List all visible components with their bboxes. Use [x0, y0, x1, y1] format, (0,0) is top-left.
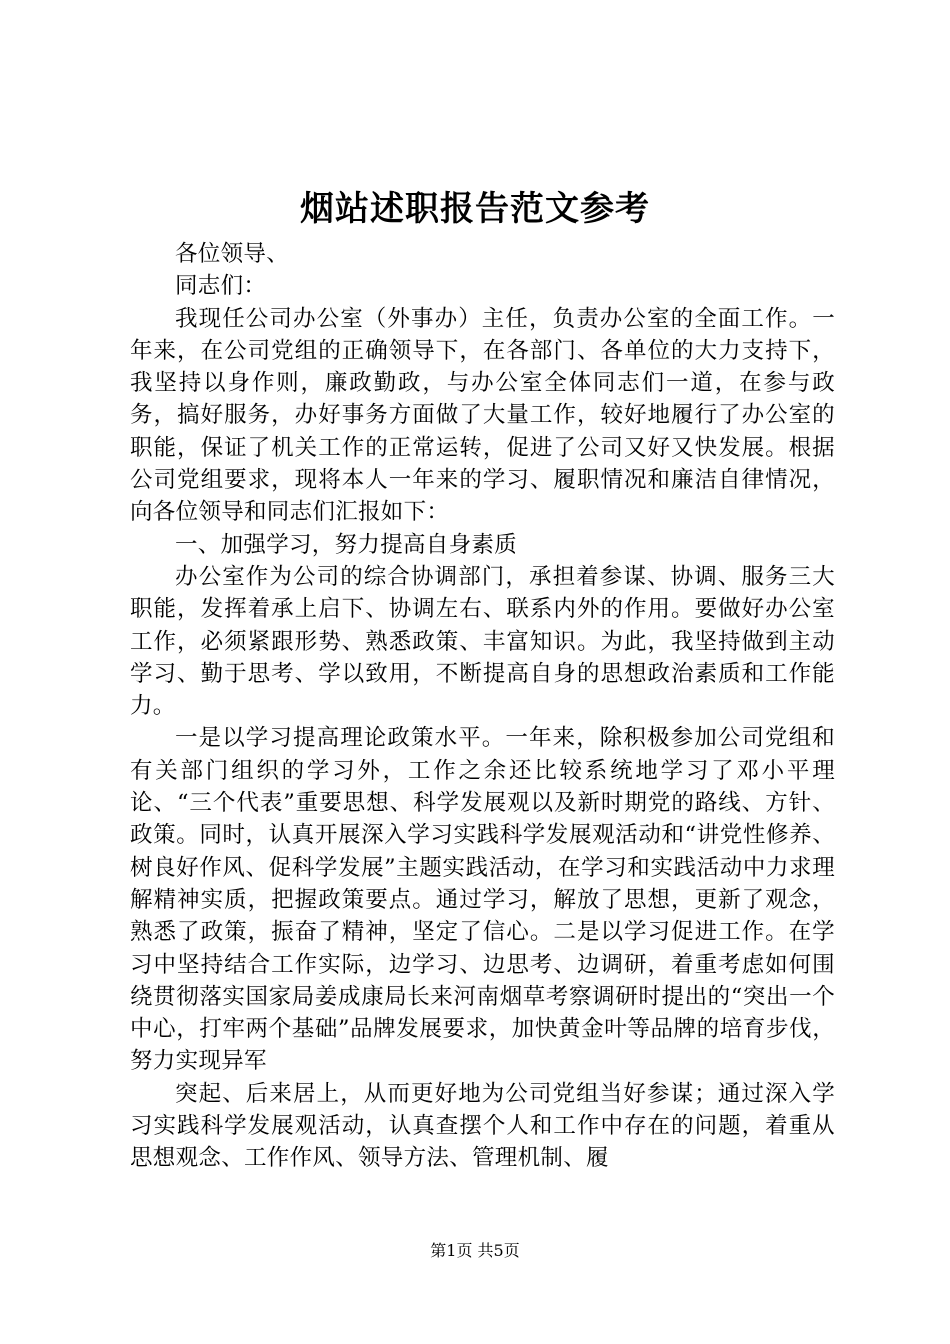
paragraph-study-theory: 一是以学习提高理论政策水平。一年来，除积极参加公司党组和有关部门组织的学习外，工作之余还比较系统地学习了邓小平理论、“三个代表”重要思想、科学发展观以及新时期党的路线、方针、政策。同时，认真开展深入学习实践科学发展观活动和“讲党性修养、树良好作风、促科学发展”主题实践活动，在学习和实践活动中力求理解精神实质，把握政策要点。通过学习，解放了思想，更新了观念，熟悉了政策，振奋了精神，坚定了信心。二是以学习促进工作。在学习中坚持结合工作实际，边学习、边思考、边调研，着重考虑如何围绕贯彻落实国家局姜成康局长来河南烟草考察调研时提出的“突出一个中心，打牢两个基础”品牌发展要求，加快黄金叶等品牌的培育步伐，努力实现异军: [130, 725, 835, 1075]
paragraph-salutation-1: 各位领导、: [175, 241, 290, 267]
document-title: 烟站述职报告范文参考: [300, 189, 650, 229]
paragraph-salutation-2: 同志们：: [175, 273, 267, 300]
page-footer: 第1页 共5页: [430, 1241, 520, 1260]
section-heading-1: 一、加强学习，努力提高自身素质: [175, 531, 518, 558]
paragraph-continuation: 突起、后来居上，从而更好地为公司党组当好参谋；通过深入学习实践科学发展观活动，认真查摆个人和工作中存在的问题，着重从思想观念、工作作风、领导方法、管理机制、履: [130, 1080, 835, 1172]
paragraph-office-role: 办公室作为公司的综合协调部门，承担着参谋、协调、服务三大职能，发挥着承上启下、协调左右、联系内外的作用。要做好办公室工作，必须紧跟形势、熟悉政策、丰富知识。为此，我坚持做到主动学习、勤于思考、学以致用，不断提高自身的思想政治素质和工作能力。: [130, 563, 835, 720]
paragraph-intro: 我现任公司办公室（外事办）主任，负责办公室的全面工作。一年来，在公司党组的正确领导下，在各部门、各单位的大力支持下，我坚持以身作则，廉政勤政，与办公室全体同志们一道，在参与政务，搞好服务，办好事务方面做了大量工作，较好地履行了办公室的职能，保证了机关工作的正常运转，促进了公司又好又快发展。根据公司党组要求，现将本人一年来的学习、履职情况和廉洁自律情况，向各位领导和同志们汇报如下：: [130, 305, 835, 526]
document-body: [130, 238, 835, 1175]
